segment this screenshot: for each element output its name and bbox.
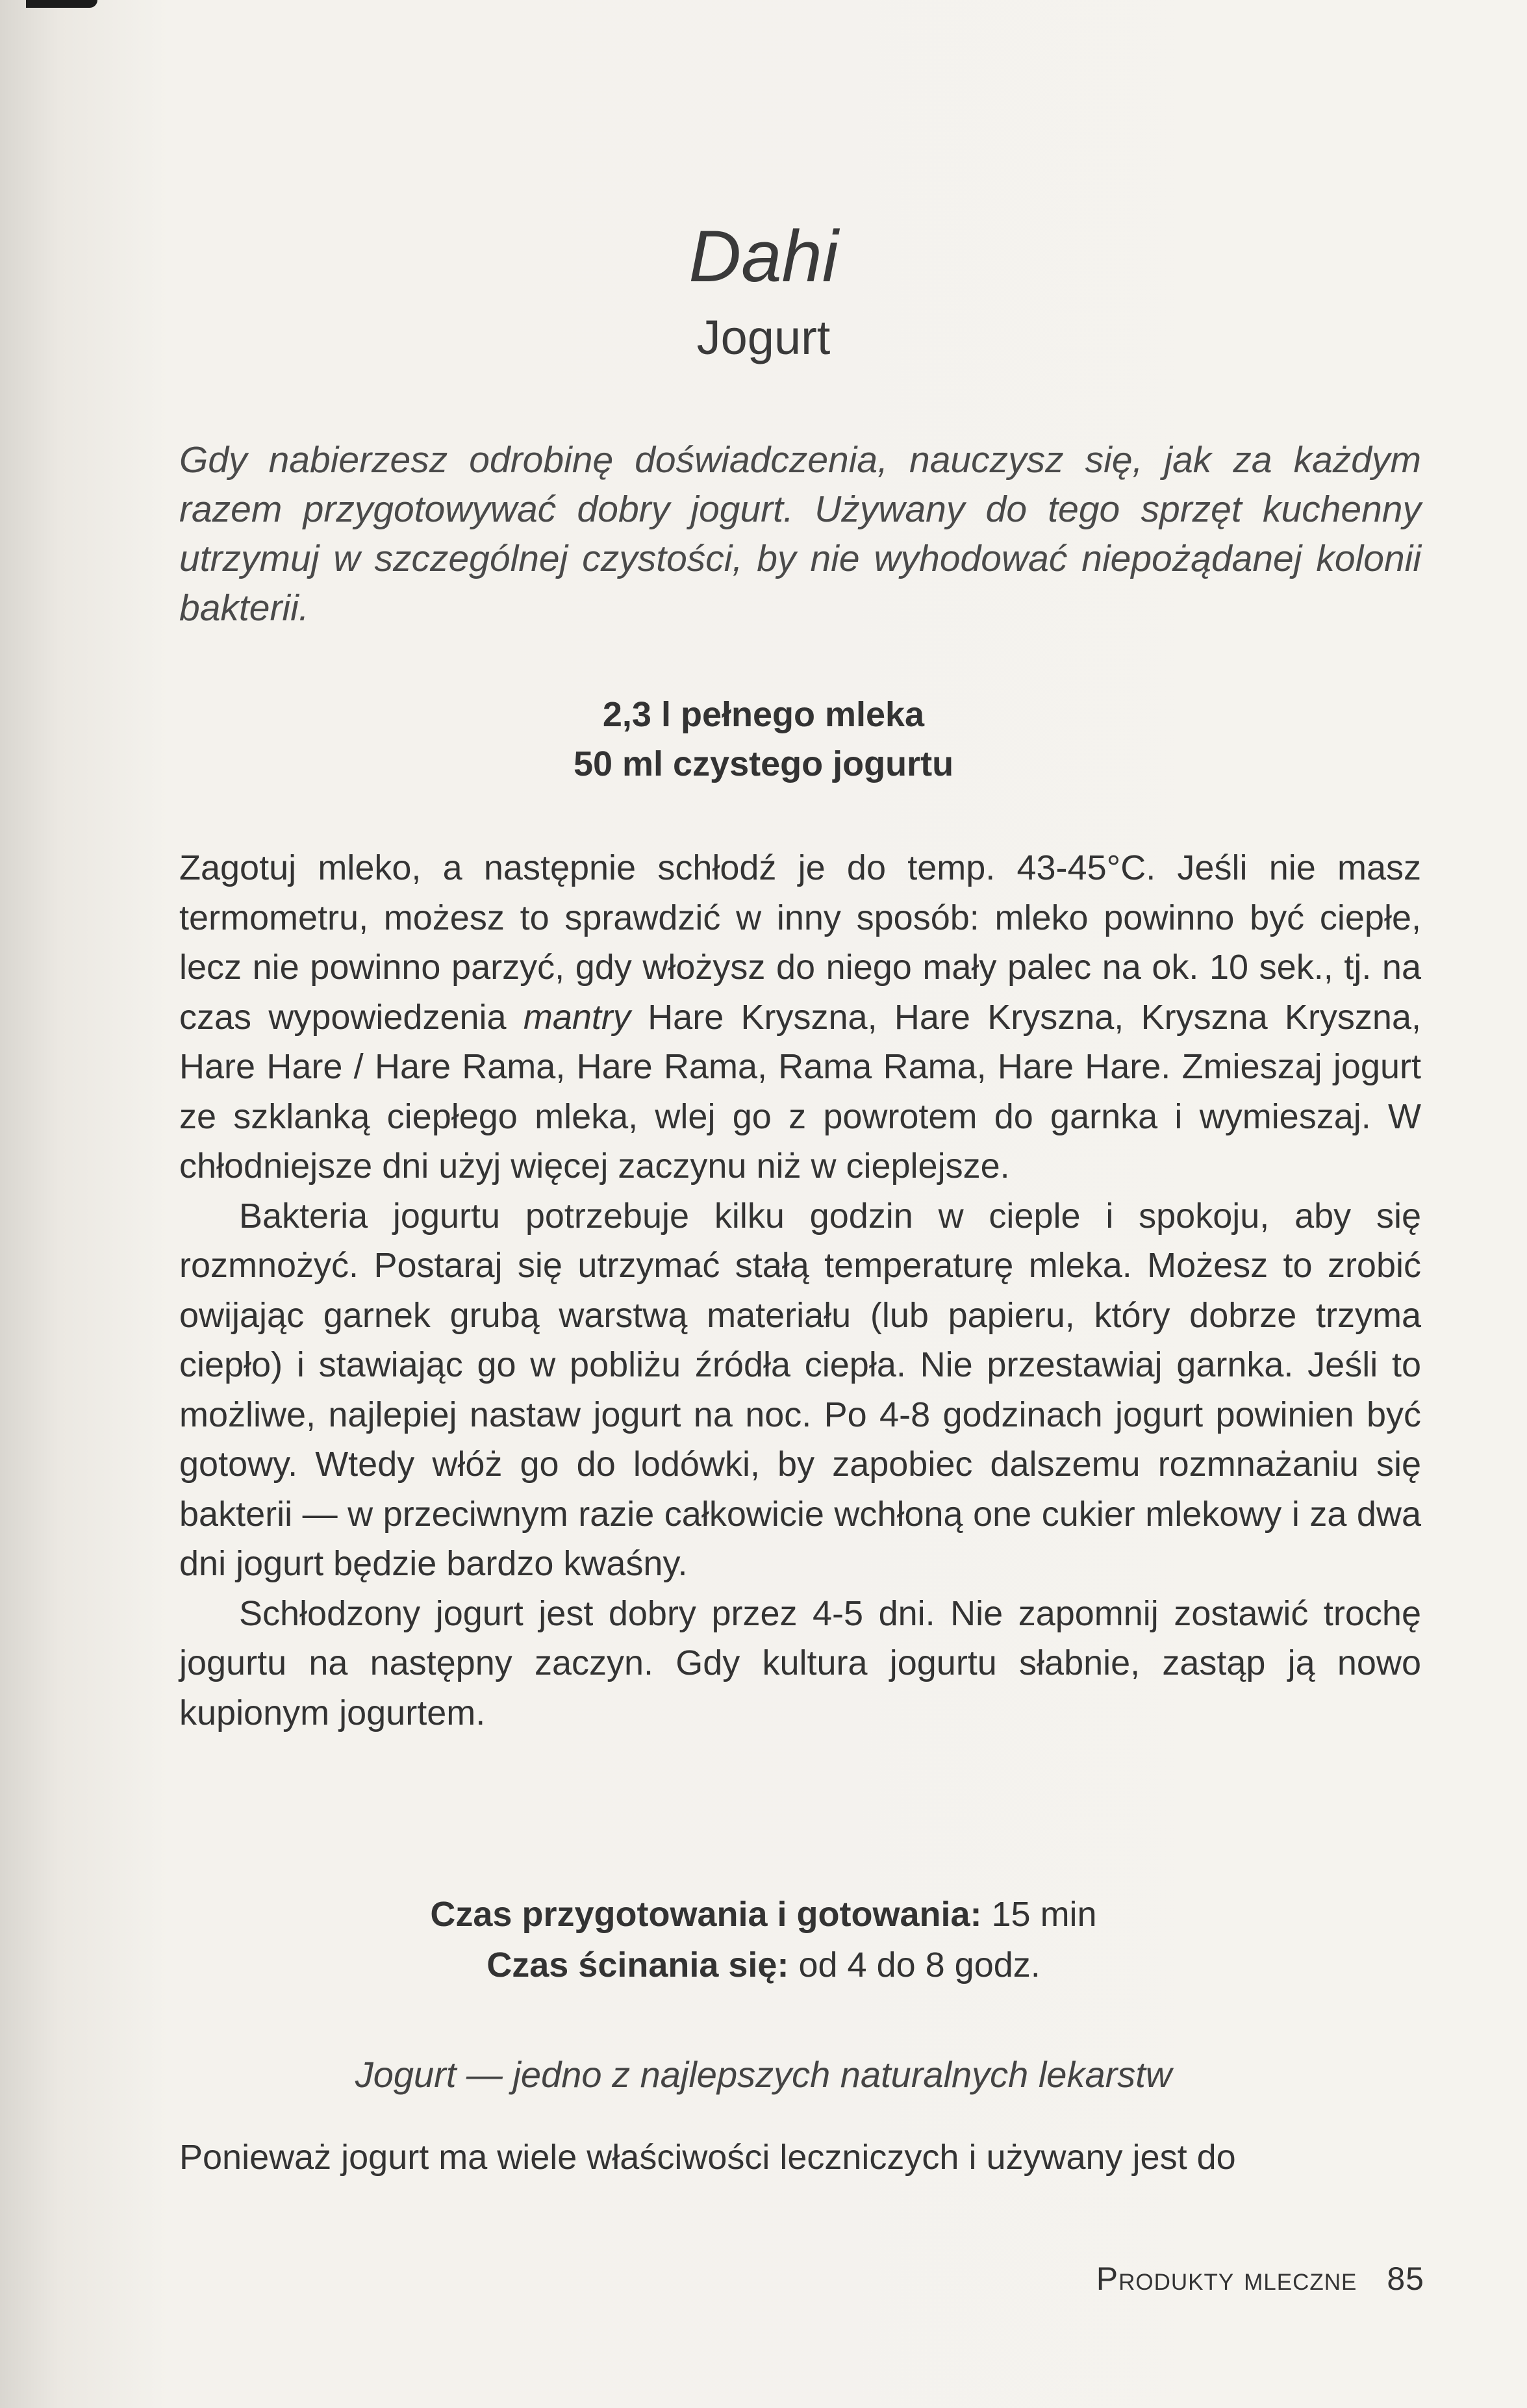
page-number: 85 [1387,2261,1424,2297]
ingredient-item: 2,3 l pełnego mleka [602,695,925,734]
cooking-times [0,1889,1527,1990]
page-footer [1096,2256,1424,2301]
recipe-subtitle: Jogurt [696,311,831,364]
method-text: Hare Kryszna, Hare Kryszna, Kryszna Kryszna, Hare Hare / Hare Rama, Hare Rama, Rama Rama, Hare Hare. Zmieszaj jogurt ze szklanką ciepłego mleka, wlej go z powrotem do garnka i wymieszaj. W chłodniejsze dni użyj więcej zaczynu niż w cieplejsze. [179,997,1421,1185]
prep-time [0,1889,1527,1940]
section-heading: Jogurt — jedno z najlepszych naturalnych lekarstw [355,2054,1172,2095]
recipe-method [179,843,1421,1738]
method-text: Zagotuj mleko, a następnie schłodź je do temp. 43-45°C. Jeśli nie masz termometru, możesz to sprawdzić w inny sposób: mleko powinno być ciepłe, lecz nie powinno parzyć, gdy włożysz do niego mały palec na ok. 10 sek., tj. na czas wypowiedzenia [179,848,1421,1037]
section-first-line: Ponieważ jogurt ma wiele właściwości leczniczych i używany jest do [179,2138,1236,2177]
recipe-title: Dahi [688,216,839,297]
scan-corner-mark [26,0,97,8]
method-paragraph-2: Bakteria jogurtu potrzebuje kilku godzin w cieple i spokoju, aby się rozmnożyć. Postaraj się utrzymać stałą temperaturę mleka. Możesz to zrobić owijając garnek grubą warstwą materiału (lub papieru, który dobrze trzyma ciepło) i stawiając go w pobliżu źródła ciepła. Nie przestawiaj garnka. Jeśli to możliwe, najlepiej nastaw jogurt na noc. Po 4-8 godzinach jogurt powinien być gotowy. Wtedy włóż go do lodówki, by zapobiec dalszemu rozmnażaniu się bakterii — w przeciwnym razie całkowicie wchłoną one cukier mlekowy i za dwa dni jogurt będzie bardzo kwaśny. [179,1196,1421,1583]
method-paragraph-1 [179,843,1421,1191]
set-time-value: od 4 do 8 godz. [798,1945,1041,1984]
set-time [0,1940,1527,1990]
prep-time-value: 15 min [991,1895,1097,1934]
ingredient-item: 50 ml czystego jogurtu [573,744,954,783]
method-paragraph-3: Schłodzony jogurt jest dobry przez 4-5 dni. Nie zapomnij zostawić trochę jogurtu na następny zaczyn. Gdy kultura jogurtu słabnie, zastąp ją nowo kupionym jogurtem. [179,1593,1421,1732]
set-time-label: Czas ścinania się: [486,1945,789,1984]
recipe-intro: Gdy nabierzesz odrobinę doświadczenia, nauczysz się, jak za każdym razem przygotowywać dobry jogurt. Używany do tego sprzęt kuchenny utrzymuj w szczególnej czystości, by nie wyhodować niepożądanej kolonii bakterii. [179,439,1421,629]
footer-section-name: Produkty mleczne [1096,2261,1357,2297]
ingredient-list [0,690,1527,789]
prep-time-label: Czas przygotowania i gotowania: [430,1895,982,1934]
method-italic-term: mantry [523,997,631,1037]
